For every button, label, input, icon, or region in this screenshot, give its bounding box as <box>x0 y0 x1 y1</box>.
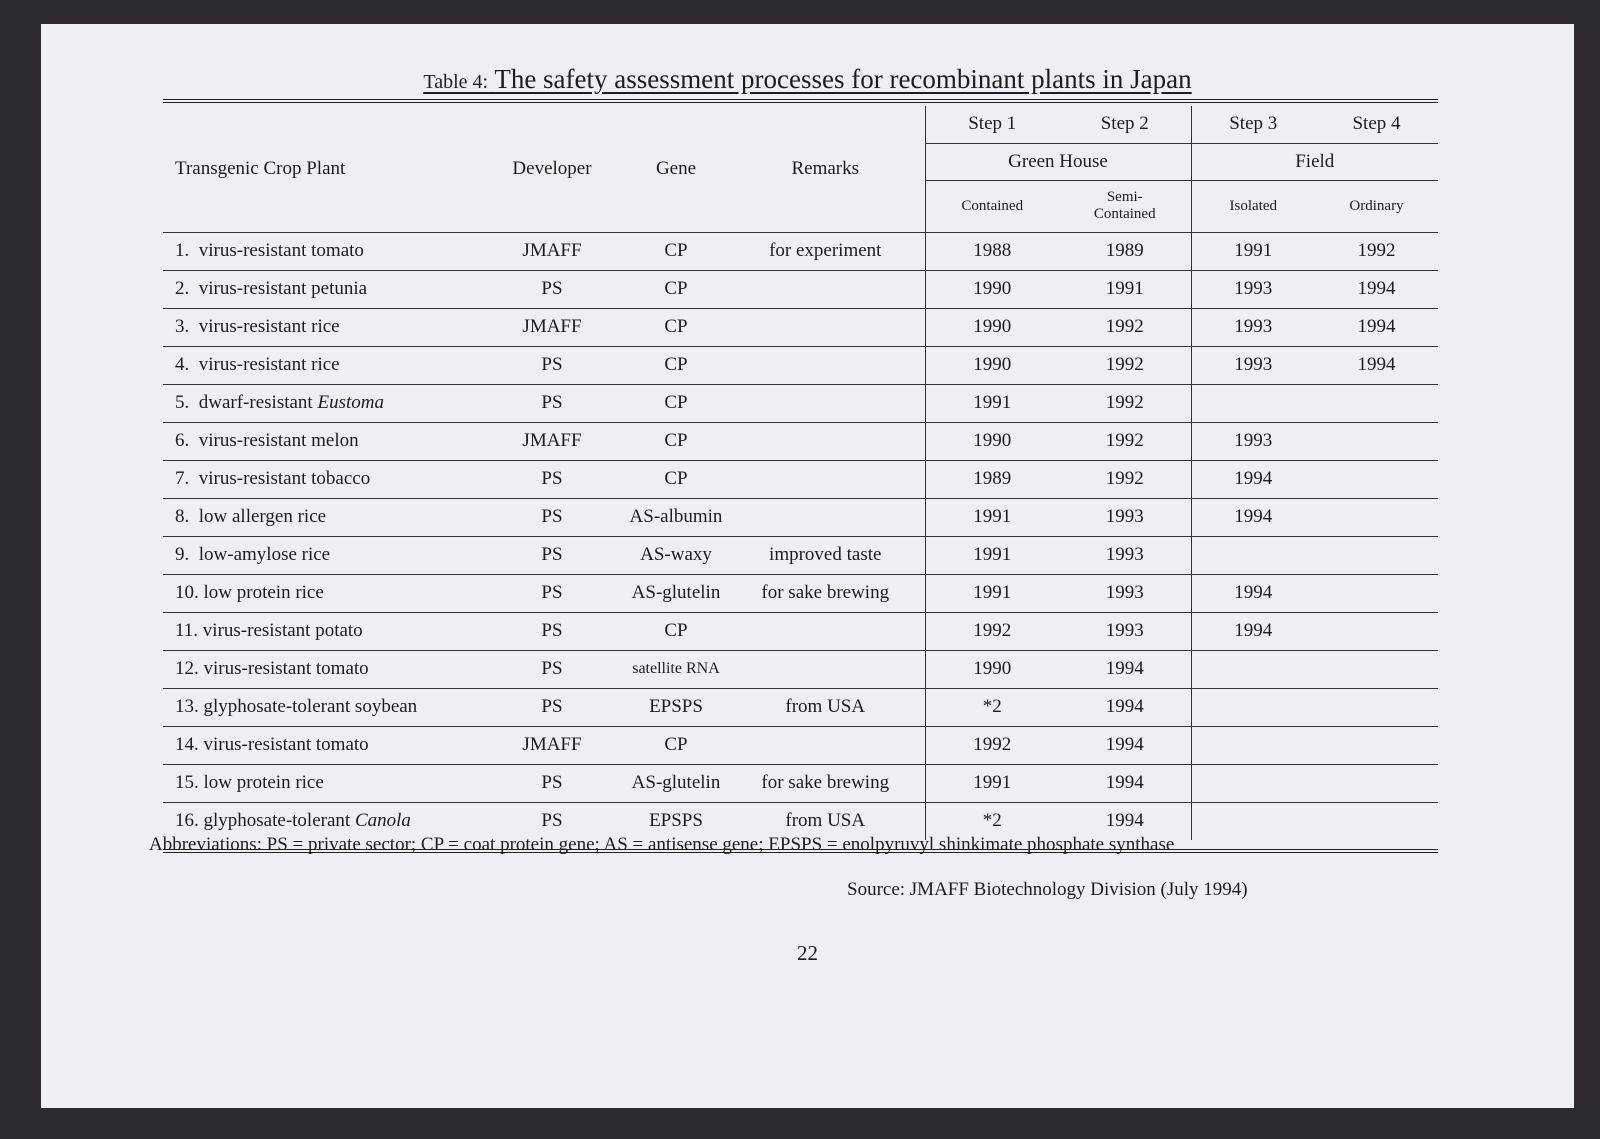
cell-step4 <box>1315 536 1438 574</box>
cell-step1: 1991 <box>925 536 1059 574</box>
cell-developer: PS <box>478 764 626 802</box>
cell-step1: 1991 <box>925 498 1059 536</box>
cell-step3 <box>1191 384 1315 422</box>
header-gene: Gene <box>626 106 726 232</box>
table-row <box>163 764 1438 802</box>
plant-name: 8. low allergen rice <box>175 506 327 527</box>
cell-step2: 1993 <box>1059 574 1191 612</box>
plant-name: 15. low protein rice <box>175 772 324 793</box>
cell-gene: AS-waxy <box>626 536 726 574</box>
plant-name: 6. virus-resistant melon <box>175 430 359 451</box>
cell-step3: 1994 <box>1191 498 1315 536</box>
cell-gene: CP <box>626 270 726 308</box>
plant-name: 1. virus-resistant tomato <box>175 240 364 261</box>
cell-step4: 1992 <box>1315 232 1438 270</box>
plant-name-italic: Eustoma <box>317 392 384 413</box>
cell-step1: 1991 <box>925 574 1059 612</box>
cell-step3: 1994 <box>1191 612 1315 650</box>
cell-step2: 1992 <box>1059 422 1191 460</box>
safety-assessment-table <box>163 106 1438 840</box>
table-row <box>163 346 1438 384</box>
table-row <box>163 688 1438 726</box>
cell-step1: 1992 <box>925 612 1059 650</box>
cell-step1: 1990 <box>925 270 1059 308</box>
cell-plant <box>163 346 478 384</box>
cell-step1: 1990 <box>925 308 1059 346</box>
abbreviations-note: Abbreviations: PS = private sector; CP = coat protein gene; AS = antisense gene; EPSPS = enolpyruvyl shinkimate phosphate synthase <box>149 834 1175 855</box>
cell-remarks <box>726 422 925 460</box>
cell-step1: 1989 <box>925 460 1059 498</box>
table-row <box>163 270 1438 308</box>
cell-developer: JMAFF <box>478 726 626 764</box>
cell-step4 <box>1315 650 1438 688</box>
cell-step2: 1994 <box>1105 810 1144 832</box>
header-field: Field <box>1191 143 1438 180</box>
table-caption: The safety assessment processes for recombinant plants in Japan <box>494 64 1192 94</box>
header-step2: Step 2 <box>1059 106 1191 143</box>
header-semi-contained-line1: Semi- <box>1106 189 1143 205</box>
cell-step4 <box>1315 498 1438 536</box>
header-ordinary: Ordinary <box>1315 180 1438 232</box>
header-contained: Contained <box>925 180 1059 232</box>
cell-developer: PS <box>478 612 626 650</box>
cell-gene: AS-albumin <box>626 498 726 536</box>
plant-name: 9. low-amylose rice <box>175 544 331 565</box>
header-plant: Transgenic Crop Plant <box>163 106 478 232</box>
cell-remarks: for sake brewing <box>726 574 925 612</box>
cell-gene: CP <box>626 612 726 650</box>
header-remarks: Remarks <box>726 106 925 232</box>
cell-developer: JMAFF <box>478 308 626 346</box>
cell-plant <box>163 726 478 764</box>
table-row <box>163 232 1438 270</box>
cell-developer: JMAFF <box>478 422 626 460</box>
cell-developer: PS <box>478 536 626 574</box>
table-title <box>41 64 1574 95</box>
table-row <box>163 422 1438 460</box>
header-semi-contained-line2: Contained <box>1093 206 1156 222</box>
table-row <box>163 498 1438 536</box>
plant-name: 14. virus-resistant tomato <box>175 734 369 755</box>
header-green-house: Green House <box>925 143 1191 180</box>
document-page <box>41 24 1574 1108</box>
cell-remarks <box>726 612 925 650</box>
plant-name: 5. dwarf-resistant <box>175 392 318 413</box>
cell-step1: 1988 <box>925 232 1059 270</box>
cell-developer: PS <box>478 270 626 308</box>
plant-name: 16. glyphosate-tolerant <box>175 810 355 832</box>
cell-step4: 1994 <box>1315 308 1438 346</box>
cell-remarks <box>726 498 925 536</box>
cell-step3 <box>1191 802 1315 840</box>
cell-gene: CP <box>626 308 726 346</box>
cell-remarks: for sake brewing <box>726 764 925 802</box>
cell-step4: 1994 <box>1315 346 1438 384</box>
cell-step1: 1992 <box>925 726 1059 764</box>
cell-step3 <box>1191 764 1315 802</box>
cell-step2: 1992 <box>1059 384 1191 422</box>
cell-developer: PS <box>478 688 626 726</box>
cell-remarks: for experiment <box>726 232 925 270</box>
source-note: Source: JMAFF Biotechnology Division (July 1994) <box>847 879 1248 900</box>
cell-plant <box>163 308 478 346</box>
cell-step4 <box>1315 574 1438 612</box>
table-label: Table 4: <box>423 71 489 93</box>
header-isolated: Isolated <box>1191 180 1315 232</box>
cell-step4 <box>1315 802 1438 840</box>
cell-gene: CP <box>626 384 726 422</box>
cell-plant <box>163 270 478 308</box>
cell-developer: JMAFF <box>478 232 626 270</box>
plant-name: 10. low protein rice <box>175 582 324 603</box>
cell-gene: CP <box>626 460 726 498</box>
table-row <box>163 612 1438 650</box>
cell-step2: 1991 <box>1059 270 1191 308</box>
cell-step3: 1991 <box>1191 232 1315 270</box>
cell-gene: CP <box>626 346 726 384</box>
cell-plant <box>163 688 478 726</box>
cell-gene: CP <box>626 232 726 270</box>
cell-step4 <box>1315 384 1438 422</box>
cell-step1: 1990 <box>925 422 1059 460</box>
table-row <box>163 536 1438 574</box>
cell-step2: 1992 <box>1059 346 1191 384</box>
cell-step2: 1994 <box>1059 688 1191 726</box>
cell-remarks <box>726 384 925 422</box>
cell-developer: PS <box>478 384 626 422</box>
cell-step2: 1992 <box>1059 308 1191 346</box>
table-row <box>163 460 1438 498</box>
cell-step2: 1994 <box>1059 726 1191 764</box>
cell-remarks <box>726 460 925 498</box>
cell-plant <box>163 498 478 536</box>
table-row <box>163 726 1438 764</box>
cell-gene: satellite RNA <box>626 650 726 688</box>
header-developer: Developer <box>478 106 626 232</box>
cell-step2: 1993 <box>1059 536 1191 574</box>
cell-remarks: from USA <box>726 688 925 726</box>
cell-step2: 1992 <box>1059 460 1191 498</box>
cell-step4: 1994 <box>1315 270 1438 308</box>
cell-plant <box>163 612 478 650</box>
cell-step4 <box>1315 612 1438 650</box>
cell-gene: AS-glutelin <box>626 764 726 802</box>
cell-plant <box>163 536 478 574</box>
cell-step3: 1994 <box>1191 460 1315 498</box>
plant-name: 11. virus-resistant potato <box>175 620 363 641</box>
cell-gene: AS-glutelin <box>626 574 726 612</box>
cell-step4 <box>1315 764 1438 802</box>
cell-gene: EPSPS <box>626 688 726 726</box>
top-double-rule <box>163 99 1438 103</box>
plant-name-italic: Canola <box>354 810 411 832</box>
cell-gene: CP <box>626 726 726 764</box>
cell-step2: 1994 <box>1059 650 1191 688</box>
cell-step3: 1994 <box>1191 574 1315 612</box>
cell-step1: 1990 <box>925 650 1059 688</box>
cell-plant <box>163 574 478 612</box>
cell-developer: PS <box>541 810 563 832</box>
cell-developer: PS <box>478 460 626 498</box>
plant-name: 13. glyphosate-tolerant soybean <box>175 696 418 717</box>
cell-plant <box>163 384 478 422</box>
plant-name: 2. virus-resistant petunia <box>175 278 368 299</box>
plant-name: 4. virus-resistant rice <box>175 354 340 375</box>
cell-plant <box>163 460 478 498</box>
cell-step2: 1994 <box>1059 764 1191 802</box>
plant-name: 7. virus-resistant tobacco <box>175 468 371 489</box>
header-step3: Step 3 <box>1191 106 1315 143</box>
cell-developer: PS <box>478 650 626 688</box>
cell-plant <box>163 650 478 688</box>
cell-step1: 1991 <box>925 384 1059 422</box>
cell-step3 <box>1191 650 1315 688</box>
table-row <box>163 574 1438 612</box>
cell-step4 <box>1315 422 1438 460</box>
cell-plant <box>163 422 478 460</box>
cell-plant <box>163 764 478 802</box>
plant-name: 12. virus-resistant tomato <box>175 658 369 679</box>
cell-step3: 1993 <box>1191 308 1315 346</box>
cell-step3: 1993 <box>1191 346 1315 384</box>
page-number: 22 <box>797 941 818 965</box>
cell-step1: *2 <box>925 688 1059 726</box>
plant-name: 3. virus-resistant rice <box>175 316 340 337</box>
cell-step3 <box>1191 726 1315 764</box>
cell-step4 <box>1315 726 1438 764</box>
cell-step3: 1993 <box>1191 270 1315 308</box>
cell-developer: PS <box>478 498 626 536</box>
cell-step3: 1993 <box>1191 422 1315 460</box>
header-step4: Step 4 <box>1315 106 1438 143</box>
cell-step3 <box>1191 536 1315 574</box>
cell-step4 <box>1315 688 1438 726</box>
cell-remarks <box>726 308 925 346</box>
cell-step1: 1991 <box>925 764 1059 802</box>
cell-remarks <box>726 346 925 384</box>
header-semi-contained <box>1059 180 1191 232</box>
cell-step1: 1990 <box>925 346 1059 384</box>
header-step1: Step 1 <box>925 106 1059 143</box>
cell-plant <box>163 232 478 270</box>
cell-remarks: improved taste <box>726 536 925 574</box>
cell-step1: *2 <box>925 802 1059 840</box>
cell-step4 <box>1315 460 1438 498</box>
cell-step3 <box>1191 688 1315 726</box>
cell-step2: 1989 <box>1059 232 1191 270</box>
cell-gene: CP <box>626 422 726 460</box>
cell-remarks <box>726 650 925 688</box>
cell-remarks: from USA <box>785 810 866 832</box>
cell-remarks <box>726 726 925 764</box>
cell-gene: EPSPS <box>649 810 703 832</box>
cell-remarks <box>726 270 925 308</box>
cell-step2: 1993 <box>1059 612 1191 650</box>
cell-step2: 1993 <box>1059 498 1191 536</box>
table-row <box>163 308 1438 346</box>
table-row <box>163 650 1438 688</box>
cell-developer: PS <box>478 346 626 384</box>
table-row <box>163 384 1438 422</box>
cell-developer: PS <box>478 574 626 612</box>
